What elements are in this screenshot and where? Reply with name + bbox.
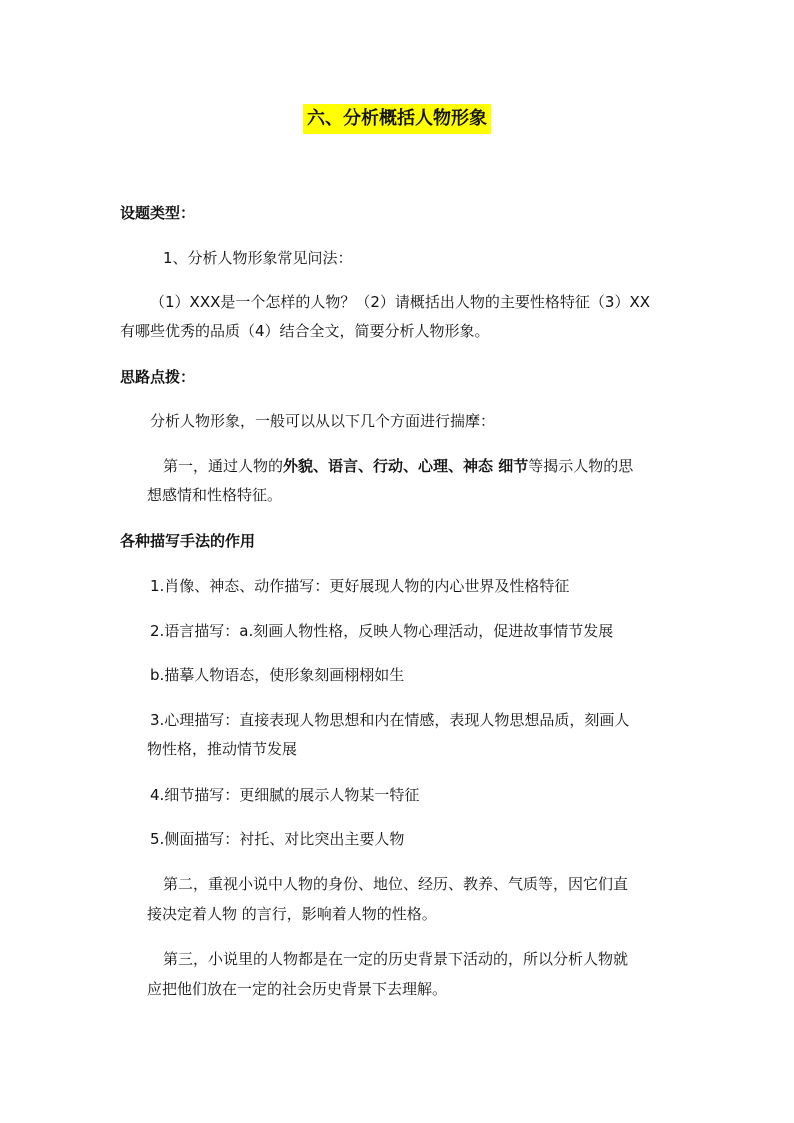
technique-item-3-line-1: 3.心理描写：直接表现人物思想和内在情感，表现人物思想品质，刻画人 bbox=[150, 711, 630, 729]
approach-intro: 分析人物形象，一般可以从以下几个方面进行揣摩： bbox=[150, 412, 496, 430]
approach-point-1-line-1 bbox=[163, 455, 633, 477]
approach-point-1-keywords: 外貌、语言、行动、心理、神态 细节 bbox=[283, 457, 529, 475]
title-wrap bbox=[0, 104, 794, 134]
technique-item-1: 1.肖像、神态、动作描写：更好展现人物的内心世界及性格特征 bbox=[150, 577, 570, 595]
technique-item-3-line-2: 物性格，推动情节发展 bbox=[147, 740, 298, 758]
technique-item-2: 2.语言描写：a.刻画人物性格，反映人物心理活动，促进故事情节发展 bbox=[150, 622, 614, 640]
technique-item-2b: b.描摹人物语态，使形象刻画栩栩如生 bbox=[150, 666, 405, 684]
approach-point-2-line-1: 第二，重视小说中人物的身份、地位、经历、教养、气质等，因它们直 bbox=[163, 875, 629, 893]
question-types-intro: 1、分析人物形象常见问法： bbox=[163, 249, 353, 267]
approach-point-1-suffix: 等揭示人物的思 bbox=[528, 457, 634, 475]
approach-point-3-line-1: 第三，小说里的人物都是在一定的历史背景下活动的，所以分析人物就 bbox=[163, 950, 629, 968]
section-heading-question-types: 设题类型： bbox=[120, 204, 196, 222]
technique-item-4: 4.细节描写：更细腻的展示人物某一特征 bbox=[150, 786, 420, 804]
approach-point-1-line-2: 想感情和性格特征。 bbox=[147, 486, 283, 504]
page-title: 六、分析概括人物形象 bbox=[303, 104, 491, 134]
question-types-line-2: 有哪些优秀的品质（4）结合全文，简要分析人物形象。 bbox=[120, 322, 490, 340]
technique-item-5: 5.侧面描写：衬托、对比突出主要人物 bbox=[150, 830, 405, 848]
approach-point-2-line-2: 接决定着人物 的言行，影响着人物的性格。 bbox=[147, 905, 437, 923]
approach-point-3-line-2: 应把他们放在一定的社会历史背景下去理解。 bbox=[147, 980, 448, 998]
section-heading-approach: 思路点拨： bbox=[120, 368, 196, 386]
question-types-line-1: （1）XXX是一个怎样的人物？（2）请概括出人物的主要性格特征（3）XX bbox=[150, 293, 651, 311]
approach-point-1-prefix: 第一，通过人物的 bbox=[163, 457, 284, 475]
section-heading-techniques: 各种描写手法的作用 bbox=[120, 532, 256, 550]
